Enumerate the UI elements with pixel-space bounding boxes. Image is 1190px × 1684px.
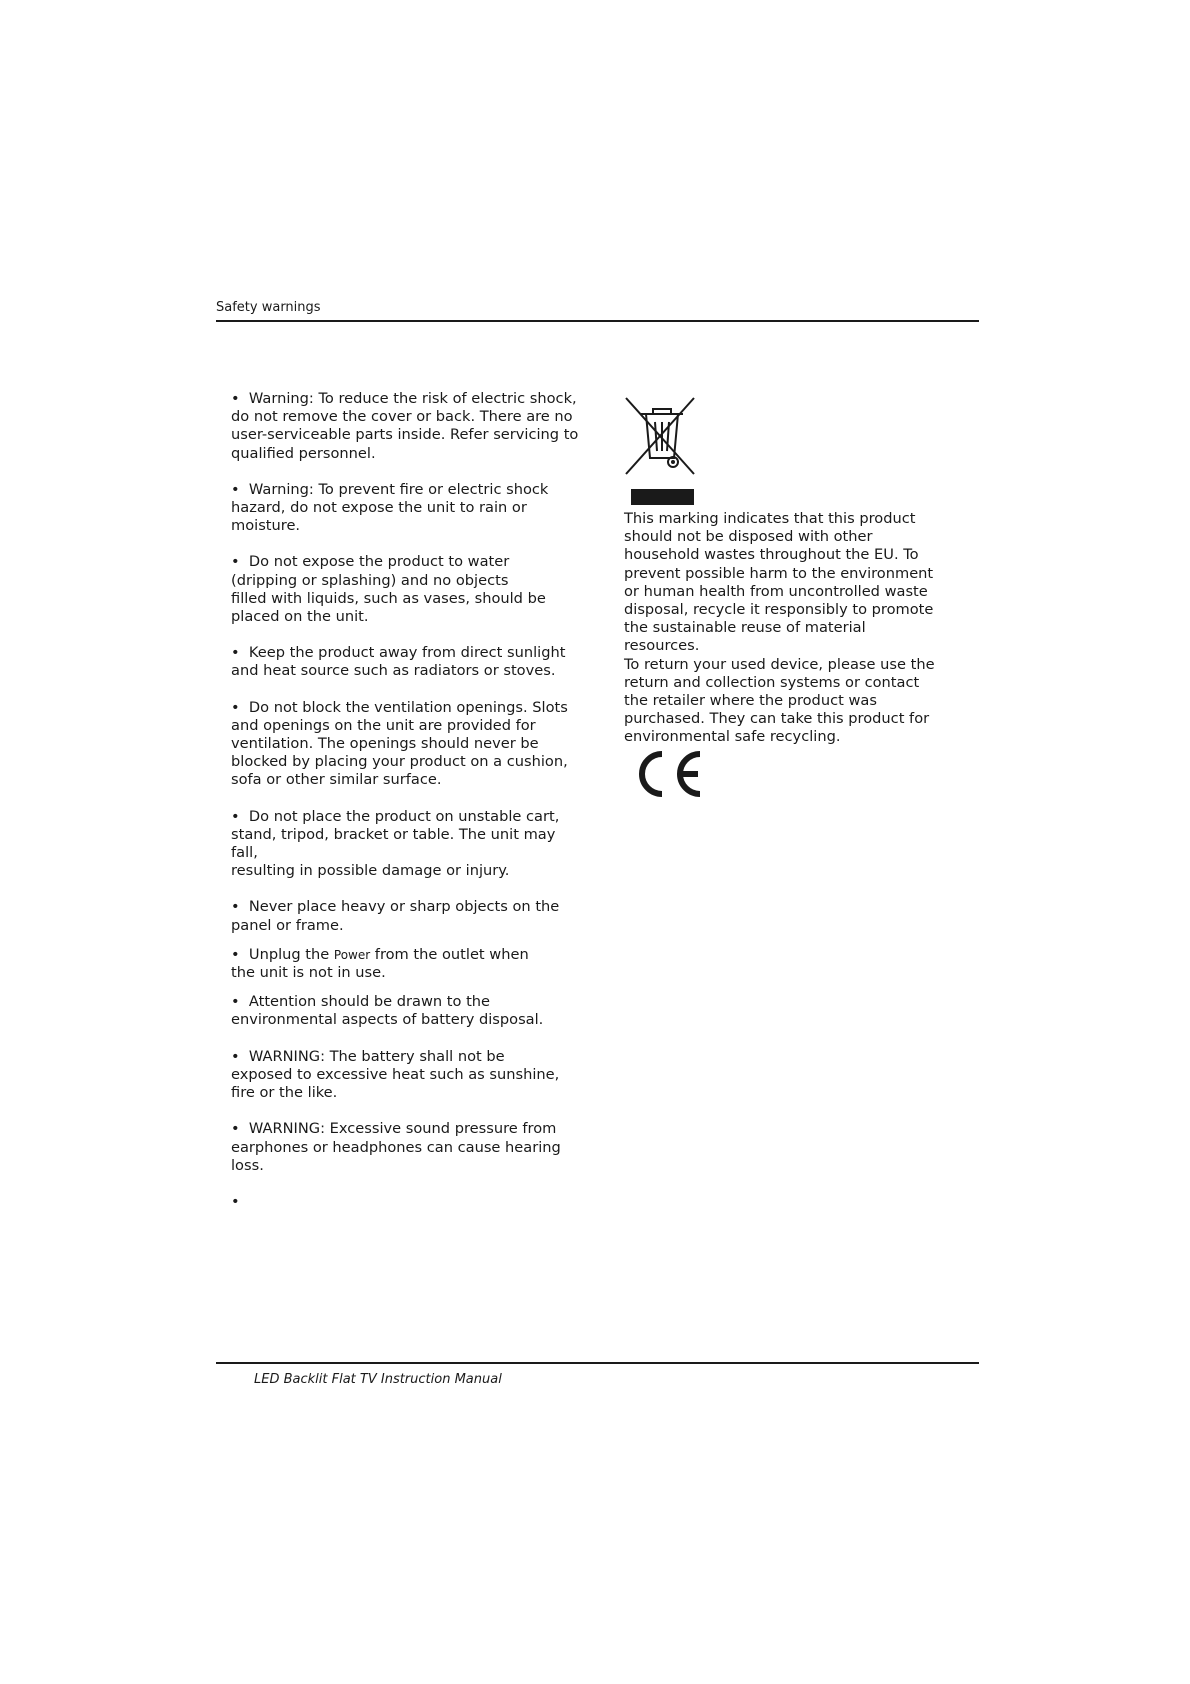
weee-black-bar <box>631 489 694 505</box>
crossed-out-wheelie-bin-icon <box>624 396 696 476</box>
unplug-text-before: Unplug the <box>248 945 334 963</box>
warning-electric-shock: • Warning: To reduce the risk of electric shock, do not remove the cover or back. There are no user-serviceable parts inside. Refer servicing to qualified personnel. <box>231 390 581 463</box>
footer-rule <box>216 1362 979 1364</box>
warning-rain-moisture: • Warning: To prevent fire or electric shock hazard, do not expose the unit to rain or moisture. <box>231 481 581 536</box>
warning-sunlight-heat: • Keep the product away from direct sunlight and heat source such as radiators or stoves. <box>231 644 581 680</box>
unplug-text-after: from the outlet when the unit is not in use. <box>231 945 529 982</box>
empty-bullet: • <box>231 1192 240 1210</box>
warnings-list <box>231 390 581 1211</box>
weee-disposal-text: This marking indicates that this product should not be disposed with other household wastes throughout the EU. To prevent possible harm to the environment or human health from uncontrolled waste disposal, recycle it responsibly to promote the sustainable reuse of material resources. To return your used device, please use the return and collection systems or contact the retailer where the product was purchased. They can take this product for environmental safe recycling. <box>624 510 935 746</box>
ce-mark-icon <box>632 748 704 800</box>
manual-title: LED Backlit Flat TV Instruction Manual <box>254 1372 502 1387</box>
section-title: Safety warnings <box>216 300 321 315</box>
warning-heavy-objects: • Never place heavy or sharp objects on the panel or frame. <box>231 898 581 934</box>
warning-ventilation: • Do not block the ventilation openings. Slots and openings on the unit are provided for ventilation. The openings should never be blocked by placing your product on a cushion, sofa or other similar surface. <box>231 699 581 790</box>
warning-battery-disposal: • Attention should be drawn to the environmental aspects of battery disposal. <box>231 993 581 1029</box>
unplug-power-word: Power <box>333 947 371 962</box>
warning-sound-pressure: • WARNING: Excessive sound pressure from earphones or headphones can cause hearing loss. <box>231 1120 581 1175</box>
warning-battery-heat: • WARNING: The battery shall not be exposed to excessive heat such as sunshine, fire or the like. <box>231 1048 581 1103</box>
warning-water: • Do not expose the product to water (dripping or splashing) and no objects filled with liquids, such as vases, should be placed on the unit. <box>231 553 581 626</box>
header-rule <box>216 320 979 322</box>
warning-unplug <box>231 946 581 982</box>
warning-unstable-cart: • Do not place the product on unstable cart, stand, tripod, bracket or table. The unit may fall, resulting in possible damage or injury. <box>231 808 581 881</box>
